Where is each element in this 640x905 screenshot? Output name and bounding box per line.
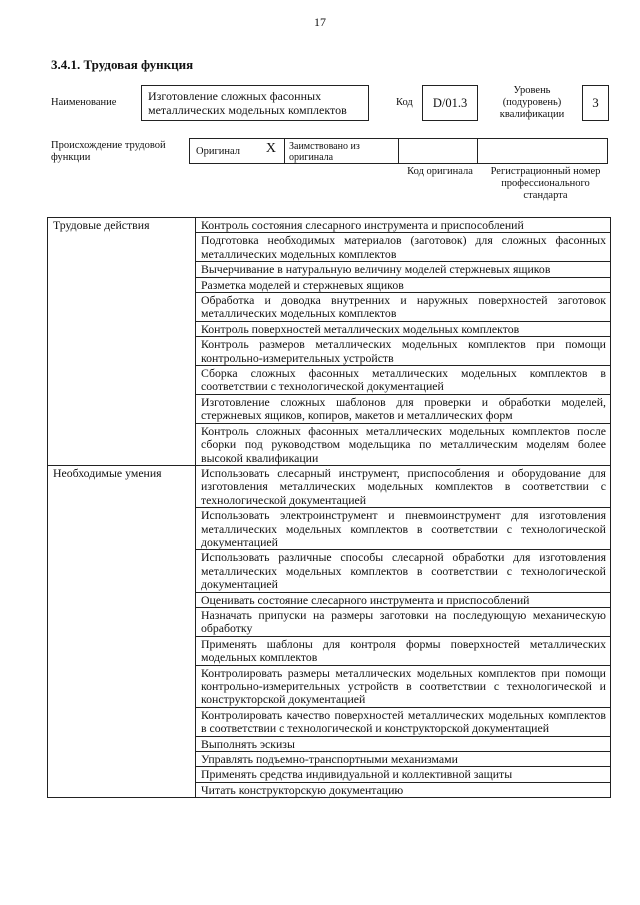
requirements-table [47, 217, 611, 798]
section-item: Читать конструкторскую документацию [196, 782, 611, 797]
section-item: Контроль поверхностей металлических модельных комплектов [196, 321, 611, 336]
section-item: Изготовление сложных шаблонов для проверки и обработки моделей, стержневых ящиков, копиров, макетов и металлических форм [196, 394, 611, 423]
section-category: Трудовые действия [48, 218, 196, 466]
section-item: Контроль размеров металлических модельных комплектов при помощи контрольно-измерительных устройств [196, 337, 611, 366]
section-item: Выполнять эскизы [196, 736, 611, 751]
reg-number-caption: Регистрационный номер профессионального стандарта [490, 166, 601, 201]
section-item: Обработка и доводка внутренних и наружных поверхностей заготовок металлических модельных комплектов [196, 293, 611, 322]
section-item: Использовать электроинструмент и пневмоинструмент для изготовления металлических модельных комплектов в соответствии с технологической документацией [196, 508, 611, 550]
section-title: 3.4.1. Трудовая функция [51, 57, 194, 72]
origin-label: Происхождение трудовой функции [51, 140, 166, 163]
function-code: D/01.3 [422, 85, 478, 121]
section-item: Управлять подъемно-транспортными механизмами [196, 752, 611, 767]
section-category: Необходимые умения [48, 465, 196, 797]
name-label: Наименование [51, 97, 117, 108]
section-item: Разметка моделей и стержневых ящиков [196, 277, 611, 292]
table-row [48, 218, 611, 233]
function-name: Изготовление сложных фасонных металлических модельных комплектов [141, 85, 369, 121]
origin-row [190, 138, 610, 164]
original-label: Оригинал [196, 145, 240, 157]
origin-original-cell [189, 138, 285, 164]
section-item: Использовать слесарный инструмент, приспособления и оборудование для изготовления металлических модельных комплектов в соответствии с технологической документацией [196, 465, 611, 507]
page-number: 17 [314, 15, 326, 29]
section-item: Использовать различные способы слесарной обработки для изготовления металлических модельных комплектов в соответствии с технологической документацией [196, 550, 611, 592]
level-label: Уровень (подуровень) квалификации [499, 85, 565, 120]
reg-number-cell [477, 138, 608, 164]
section-item: Сборка сложных фасонных металлических модельных комплектов в соответствии с технологической документацией [196, 366, 611, 395]
section-item: Контроль сложных фасонных металлических модельных комплектов после сборки под руководством модельщика по металлическим моделям более высокой квалификации [196, 423, 611, 465]
borrowed-label: Заимствовано из оригинала [284, 138, 399, 164]
section-item: Назначать припуски на размеры заготовки на последующую механическую обработку [196, 607, 611, 636]
table-row [48, 465, 611, 507]
section-item: Применять средства индивидуальной и коллективной защиты [196, 767, 611, 782]
section-item: Оценивать состояние слесарного инструмента и приспособлений [196, 592, 611, 607]
code-original-cell [398, 138, 478, 164]
qualification-level: 3 [582, 85, 609, 121]
section-item: Контролировать качество поверхностей металлических модельных комплектов в соответствии с технологической и конструкторской документацией [196, 707, 611, 736]
code-original-caption: Код оригинала [407, 166, 473, 177]
section-item: Применять шаблоны для контроля формы поверхностей металлических модельных комплектов [196, 636, 611, 665]
original-mark: X [265, 141, 276, 156]
code-label: Код [396, 97, 413, 108]
section-item: Подготовка необходимых материалов (заготовок) для сложных фасонных металлических модельных комплектов [196, 233, 611, 262]
section-item: Контролировать размеры металлических модельных комплектов при помощи контрольно-измерительных устройств в соответствии с технологической и конструкторской документацией [196, 665, 611, 707]
section-item: Вычерчивание в натуральную величину моделей стержневых ящиков [196, 262, 611, 277]
section-item: Контроль состояния слесарного инструмента и приспособлений [196, 218, 611, 233]
